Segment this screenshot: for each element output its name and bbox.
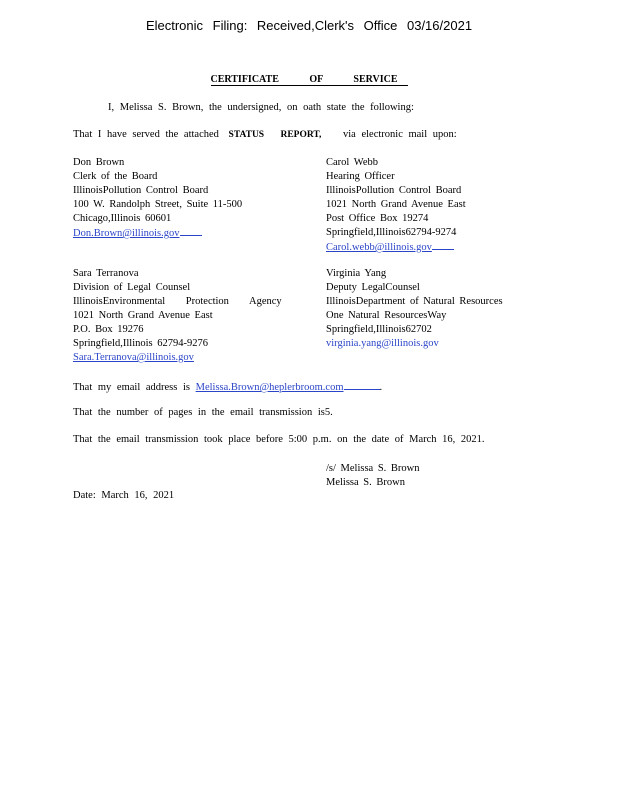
recipient-pobox: Post Office Box 19274 [326, 213, 429, 224]
recipient-block [326, 267, 503, 351]
signature-block [326, 462, 420, 490]
recipient-name: Virginia Yang [326, 268, 387, 279]
served-paragraph [73, 129, 457, 140]
recipient-org: IllinoisPollution Control Board [326, 185, 462, 196]
email-suffix: . [379, 382, 383, 393]
recipient-street: 1021 North Grand Avenue East [326, 199, 466, 210]
certificate-title [0, 74, 618, 85]
served-prefix: That I have served the attached [73, 129, 219, 140]
served-suffix: via electronic mail upon: [343, 129, 457, 140]
filing-stamp-header: Electronic Filing: Received,Clerk's Office 03/16/2021 [145, 18, 473, 33]
recipient-street: One Natural ResourcesWay [326, 310, 447, 321]
recipient-email-link[interactable]: Carol.webb@illinois.gov [326, 242, 432, 253]
signer-name: Melissa S. Brown [326, 477, 405, 488]
link-underline [344, 380, 380, 390]
recipient-city: Springfield,Illinois62794-9274 [326, 227, 457, 238]
recipient-org: IllinoisEnvironmental Protection Agency [73, 296, 282, 307]
recipient-title: Division of Legal Counsel [73, 282, 191, 293]
date-line: Date: March 16, 2021 [73, 490, 175, 501]
signature-line: /s/ Melissa S. Brown [326, 463, 420, 474]
link-underline [432, 240, 454, 250]
recipient-email-link[interactable]: Sara.Terranova@illinois.gov [73, 352, 194, 363]
recipient-street: 1021 North Grand Avenue East [73, 310, 213, 321]
recipient-block [73, 156, 242, 240]
recipient-pobox: P.O. Box 19276 [73, 324, 144, 335]
recipient-block [73, 267, 282, 365]
recipient-title: Hearing Officer [326, 171, 395, 182]
recipient-email-link[interactable]: virginia.yang@illinois.gov [326, 338, 439, 349]
intro-paragraph: I, Melissa S. Brown, the undersigned, on oath state the following: [108, 102, 414, 113]
recipient-city: Chicago,Illinois 60601 [73, 213, 172, 224]
recipient-org: IllinoisPollution Control Board [73, 185, 209, 196]
time-paragraph: That the email transmission took place before 5:00 p.m. on the date of March 16, 2021. [73, 434, 485, 445]
sender-email-link[interactable]: Melissa.Brown@heplerbroom.com [195, 382, 344, 393]
recipient-name: Sara Terranova [73, 268, 139, 279]
recipient-email-link[interactable]: Don.Brown@illinois.gov [73, 228, 180, 239]
link-underline [180, 226, 202, 236]
email-prefix: That my email address is [73, 382, 190, 393]
recipient-name: Don Brown [73, 157, 125, 168]
recipient-name: Carol Webb [326, 157, 378, 168]
recipient-block [326, 156, 466, 254]
certificate-title-text: CERTIFICATE OF SERVICE [211, 74, 408, 86]
served-document: STATUS REPORT, [228, 130, 322, 140]
recipient-title: Deputy LegalCounsel [326, 282, 420, 293]
recipient-street: 100 W. Randolph Street, Suite 11-500 [73, 199, 243, 210]
recipient-org: IllinoisDepartment of Natural Resources [326, 296, 503, 307]
email-paragraph [73, 380, 382, 393]
recipient-title: Clerk of the Board [73, 171, 158, 182]
recipient-city: Springfield,Illinois 62794-9276 [73, 338, 208, 349]
recipient-city: Springfield,Illinois62702 [326, 324, 432, 335]
pages-paragraph: That the number of pages in the email transmission is5. [73, 407, 333, 418]
